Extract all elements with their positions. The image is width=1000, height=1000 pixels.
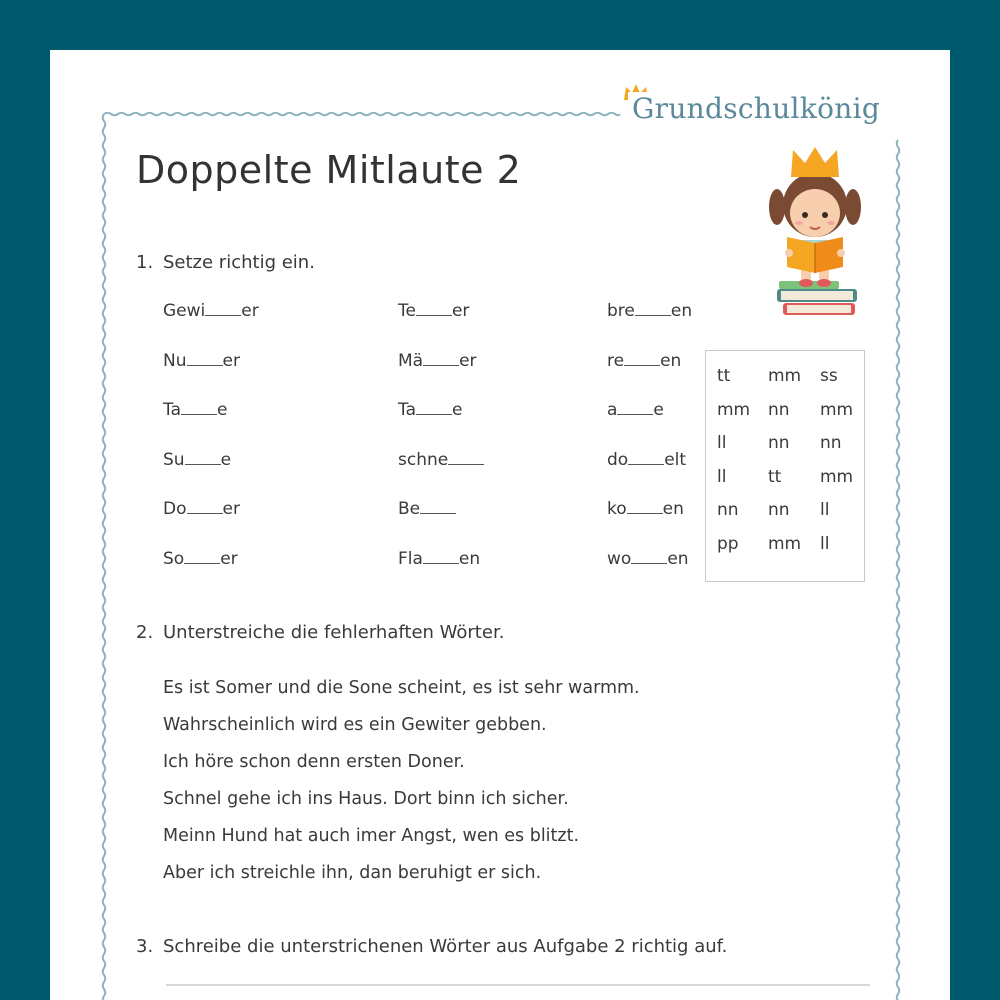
letter-option: ll (717, 467, 727, 487)
word-suffix: e (452, 400, 463, 420)
word-prefix: Be (398, 499, 421, 519)
letter-option: tt (768, 467, 782, 487)
fill-in-word (607, 499, 684, 519)
word-prefix: wo (607, 549, 632, 569)
letter-option: nn (768, 500, 790, 520)
word-suffix: er (459, 351, 477, 371)
task-instruction: Setze richtig ein. (163, 252, 315, 273)
fill-in-word (163, 400, 227, 420)
word-prefix: Fla (398, 549, 423, 569)
word-suffix: e (653, 400, 664, 420)
word-suffix: en (670, 301, 693, 321)
letter-option: mm (717, 400, 751, 420)
letter-option: mm (820, 400, 854, 420)
letter-option: mm (768, 534, 802, 554)
fill-in-word (398, 450, 484, 470)
fill-in-word (398, 400, 462, 420)
fill-in-word (398, 499, 456, 519)
blank-gap[interactable] (420, 500, 456, 514)
fill-in-word (607, 450, 686, 470)
sentence: Meinn Hund hat auch imer Angst, wen es blitzt. (163, 826, 580, 846)
fill-in-word (163, 351, 240, 371)
letter-option: ss (820, 366, 838, 386)
page-title: Doppelte Mitlaute 2 (136, 148, 522, 192)
letter-option: ll (717, 433, 727, 453)
letter-option: tt (717, 366, 731, 386)
blank-gap[interactable] (416, 302, 452, 316)
blank-gap[interactable] (631, 550, 667, 564)
blank-gap[interactable] (416, 401, 452, 415)
fill-in-word (607, 549, 689, 569)
blank-gap[interactable] (181, 401, 217, 415)
fill-in-word (163, 549, 238, 569)
task-number: 1. (136, 252, 154, 273)
word-prefix: schne (398, 450, 449, 470)
blank-gap[interactable] (617, 401, 653, 415)
word-prefix: Do (163, 499, 187, 519)
letter-option: nn (820, 433, 842, 453)
fill-in-word (607, 301, 692, 321)
word-suffix: er (222, 499, 240, 519)
task-instruction: Unterstreiche die fehlerhaften Wörter. (163, 622, 505, 643)
task-2-heading (136, 622, 504, 643)
word-prefix: So (163, 549, 185, 569)
word-prefix: Ta (163, 400, 181, 420)
word-suffix: e (217, 400, 228, 420)
letter-option: ll (820, 534, 830, 554)
word-suffix: en (458, 549, 481, 569)
fill-in-word (607, 351, 681, 371)
fill-in-word (163, 450, 231, 470)
blank-gap[interactable] (448, 451, 484, 465)
blank-gap[interactable] (635, 302, 671, 316)
blank-gap[interactable] (423, 550, 459, 564)
letter-option: nn (768, 400, 790, 420)
fill-in-word (398, 549, 480, 569)
letter-option: pp (717, 534, 739, 554)
blank-gap[interactable] (423, 352, 459, 366)
fill-in-word (607, 400, 664, 420)
word-prefix: bre (607, 301, 635, 321)
word-suffix: er (451, 301, 470, 321)
word-prefix: Nu (163, 351, 187, 371)
fill-in-word (398, 351, 477, 371)
answer-line[interactable] (166, 984, 870, 986)
blank-gap[interactable] (628, 451, 664, 465)
letter-option: mm (768, 366, 802, 386)
word-suffix: er (241, 301, 259, 321)
blank-gap[interactable] (187, 500, 223, 514)
blank-gap[interactable] (187, 352, 223, 366)
fill-in-word (163, 499, 240, 519)
fill-in-word (398, 301, 469, 321)
task-instruction: Schreibe die unterstrichenen Wörter aus Aufgabe 2 richtig auf. (163, 936, 728, 957)
sentence: Es ist Somer und die Sone scheint, es ist sehr warmm. (163, 678, 640, 698)
word-prefix: Su (163, 450, 185, 470)
blank-gap[interactable] (627, 500, 663, 514)
task-3-heading (136, 936, 727, 957)
word-prefix: ko (607, 499, 627, 519)
task-number: 3. (136, 936, 154, 957)
fill-in-word (163, 301, 259, 321)
task-number: 2. (136, 622, 154, 643)
blank-gap[interactable] (205, 302, 241, 316)
word-suffix: er (220, 549, 238, 569)
word-prefix: Ta (398, 400, 416, 420)
girl-reading-illustration (765, 145, 865, 320)
word-prefix: Mä (398, 351, 424, 371)
blank-gap[interactable] (185, 451, 221, 465)
word-suffix: en (660, 351, 682, 371)
task-1-heading (136, 252, 315, 273)
sentence: Aber ich streichle ihn, dan beruhigt er sich. (163, 863, 542, 883)
blank-gap[interactable] (624, 352, 660, 366)
letter-option: mm (820, 467, 854, 487)
word-suffix: en (667, 549, 689, 569)
letter-option: nn (768, 433, 790, 453)
sentence: Wahrscheinlich wird es ein Gewiter gebben. (163, 715, 547, 735)
word-suffix: er (222, 351, 240, 371)
brand-logo: Grundschulkönig (628, 92, 884, 125)
word-suffix: e (220, 450, 232, 470)
blank-gap[interactable] (184, 550, 220, 564)
letter-option: ll (820, 500, 830, 520)
word-suffix: en (662, 499, 684, 519)
word-suffix: elt (664, 450, 687, 470)
word-prefix: Te (398, 301, 416, 321)
letter-option: nn (717, 500, 739, 520)
word-prefix: re (607, 351, 625, 371)
word-prefix: a (607, 400, 618, 420)
sentence: Ich höre schon denn ersten Doner. (163, 752, 465, 772)
word-prefix: do (607, 450, 629, 470)
sentence: Schnel gehe ich ins Haus. Dort binn ich sicher. (163, 789, 569, 809)
word-prefix: Gewi (163, 301, 206, 321)
